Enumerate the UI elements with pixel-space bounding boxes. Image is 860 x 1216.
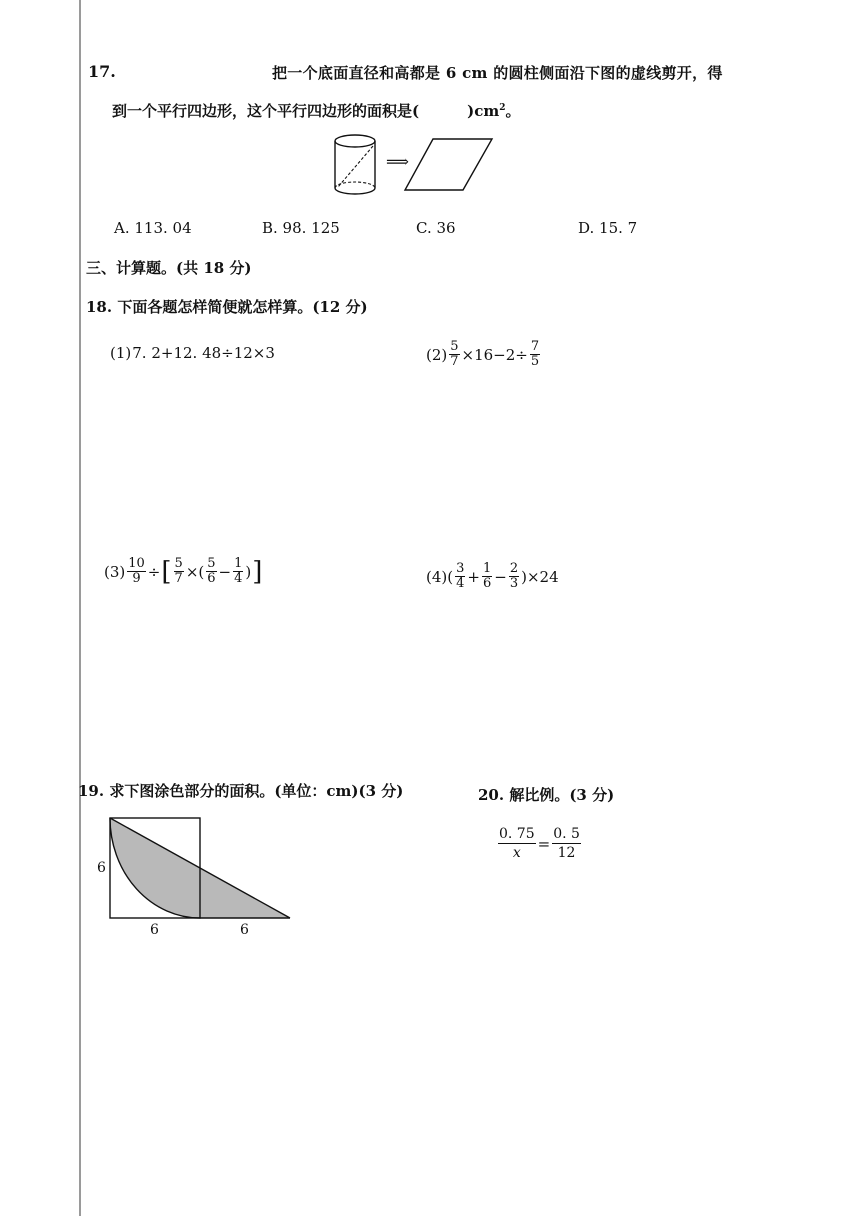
q17-option-a[interactable]: A. 113. 04: [114, 219, 192, 237]
fraction: $\frac{10}{9}$: [128, 556, 145, 586]
q17-option-c[interactable]: C. 36: [416, 219, 456, 237]
fraction: $\frac{0. 75}{x}$: [499, 826, 535, 861]
fraction: $\frac{0. 5}{12}$: [553, 826, 580, 861]
problem-label: (2): [426, 345, 448, 364]
fraction: $\frac{1}{4}$: [234, 556, 243, 586]
equals-sign: =: [537, 834, 551, 853]
operator: +: [467, 567, 480, 586]
q17-line2-end: 。: [505, 102, 521, 120]
label-bottom-left: 6: [150, 922, 159, 938]
operator: ÷: [147, 562, 161, 581]
q17-option-d[interactable]: D. 15. 7: [578, 219, 638, 237]
q17-text-line1: 把一个底面直径和高都是 6 cm 的圆柱侧面沿下图的虚线剪开，得: [272, 64, 723, 82]
q17-unit-superscript: 2: [499, 103, 506, 113]
q17-line2-pre: 到一个平行四边形，这个平行四边形的面积是(: [112, 102, 420, 120]
q17-line2-post: )cm: [467, 102, 500, 120]
right-bracket: ]: [252, 556, 263, 587]
fraction: $\frac{3}{4}$: [456, 561, 465, 591]
left-bracket: [: [161, 556, 172, 587]
problem-label: (3): [104, 562, 126, 581]
q18-problem-4: [426, 562, 559, 591]
right-paren: ): [245, 562, 252, 581]
q18-problem-1: [110, 344, 275, 362]
operator-text: ×16−2÷: [461, 345, 528, 364]
q17-option-b[interactable]: B. 98. 125: [262, 219, 340, 237]
cylinder-figure: [330, 132, 390, 198]
q20-proportion: [497, 825, 582, 862]
operator: −: [218, 562, 232, 581]
q17-text-line2: [112, 100, 521, 121]
fraction: $\frac{1}{6}$: [482, 561, 492, 591]
margin-line: [79, 0, 81, 1216]
problem-label: (1): [110, 344, 132, 362]
fraction: $\frac{7}{5}$: [530, 339, 540, 369]
problem-label: (4)(: [426, 567, 454, 586]
q18-title: 18. 下面各题怎样简便就怎样算。(12 分): [86, 298, 368, 316]
fraction: $\frac{5}{7}$: [174, 556, 183, 586]
fraction: $\frac{5}{6}$: [207, 556, 216, 586]
fraction: $\frac{2}{3}$: [509, 561, 519, 591]
label-side: 6: [97, 860, 106, 876]
section-three-title: 三、计算题。(共 18 分): [86, 259, 252, 277]
expression: 7. 2+12. 48÷12×3: [132, 344, 275, 362]
q19-title: 19. 求下图涂色部分的面积。(单位：cm)(3 分): [78, 782, 404, 800]
q20-title: 20. 解比例。(3 分): [478, 786, 615, 804]
label-bottom-right: 6: [240, 922, 249, 938]
fraction: $\frac{5}{7}$: [450, 339, 459, 369]
expression-end: )×24: [521, 567, 559, 586]
operator: −: [494, 567, 507, 586]
operator: ×(: [185, 562, 205, 581]
q18-problem-3: [104, 557, 262, 586]
parallelogram-figure: [403, 137, 495, 193]
shaded-area-figure: [106, 814, 294, 922]
q17-number: 17.: [88, 62, 116, 81]
arrow-icon: ⟹: [386, 152, 409, 171]
q18-problem-2: [426, 340, 541, 369]
